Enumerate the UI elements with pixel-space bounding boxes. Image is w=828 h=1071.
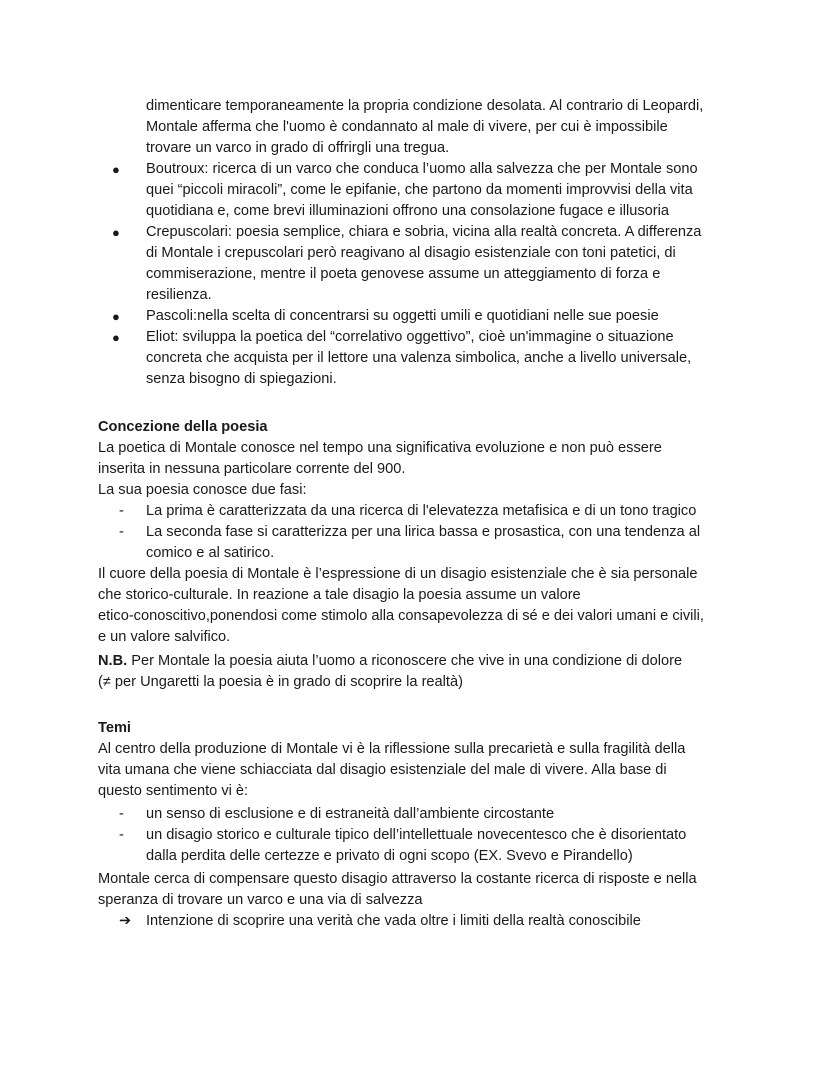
text-line: inserita in nessuna particolare corrente del 900. bbox=[98, 461, 406, 477]
text-line: e un valore salvifico. bbox=[98, 629, 231, 645]
dash-marker: - bbox=[119, 827, 124, 843]
text-line: La sua poesia conosce due fasi: bbox=[98, 482, 307, 498]
text-line: concreta che acquista per il lettore una valenza simbolica, anche a livello universale, bbox=[146, 350, 692, 366]
text-line: dalla perdita delle certezze e privato di ogni scopo (EX. Svevo e Pirandello) bbox=[146, 848, 633, 864]
text-line: etico-conoscitivo,ponendosi come stimolo alla consapevolezza di sé e dei valori umani e civili, bbox=[98, 608, 704, 624]
text-line: questo sentimento vi è: bbox=[98, 783, 249, 799]
text-line: La poetica di Montale conosce nel tempo una significativa evoluzione e non può essere bbox=[98, 440, 662, 456]
dash-item: La seconda fase si caratterizza per una lirica bassa e prosastica, con una tendenza al bbox=[146, 524, 701, 540]
dash-marker: - bbox=[119, 524, 124, 540]
section-heading-concezione: Concezione della poesia bbox=[98, 419, 268, 435]
dash-marker: - bbox=[119, 806, 124, 822]
text-line: resilienza. bbox=[146, 287, 212, 303]
text-line: (≠ per Ungaretti la poesia è in grado di scoprire la realtà) bbox=[98, 674, 463, 690]
bullet-item-boutroux: Boutroux: ricerca di un varco che conduca l’uomo alla salvezza che per Montale sono bbox=[146, 161, 698, 177]
bullet-marker: ● bbox=[112, 330, 120, 345]
text-line: quei “piccoli miracoli”, come le epifanie, che partono da momenti improvvisi della vita bbox=[146, 182, 693, 198]
text-line: Montale afferma che l'uomo è condannato al male di vivere, per cui è impossibile bbox=[146, 119, 668, 135]
bullet-item-crepuscolari: Crepuscolari: poesia semplice, chiara e sobria, vicina alla realtà concreta. A differenza bbox=[146, 224, 702, 240]
bullet-item-pascoli: Pascoli:nella scelta di concentrarsi su oggetti umili e quotidiani nelle sue poesie bbox=[146, 308, 659, 324]
text-line: vita umana che viene schiacciata dal disagio esistenziale del male di vivere. Alla base di bbox=[98, 762, 667, 778]
text-line: di Montale i crepuscolari però reagivano al disagio esistenziale con toni patetici, di bbox=[146, 245, 676, 261]
dash-item: un senso di esclusione e di estraneità dall’ambiente circostante bbox=[146, 806, 555, 822]
text-line: trovare un varco in grado di offrirgli una tregua. bbox=[146, 140, 450, 156]
text-line: quotidiana e, come brevi illuminazioni offrono una consolazione fugace e illusoria bbox=[146, 203, 669, 219]
dash-item: un disagio storico e culturale tipico dell’intellettuale novecentesco che è disorientato bbox=[146, 827, 687, 843]
arrow-icon: ➔ bbox=[119, 913, 132, 929]
text-line: comico e al satirico. bbox=[146, 545, 275, 561]
text-line: dimenticare temporaneamente la propria condizione desolata. Al contrario di Leopardi, bbox=[146, 98, 704, 114]
text-line: senza bisogno di spiegazioni. bbox=[146, 371, 337, 387]
text-line: commiserazione, mentre il poeta genovese assume un atteggiamento di forza e bbox=[146, 266, 661, 282]
bullet-item-eliot: Eliot: sviluppa la poetica del “correlativo oggettivo”, cioè un'immagine o situazione bbox=[146, 329, 674, 345]
text-line: Al centro della produzione di Montale vi è la riflessione sulla precarietà e sulla fragilità della bbox=[98, 741, 686, 757]
arrow-item: Intenzione di scoprire una verità che vada oltre i limiti della realtà conoscibile bbox=[146, 913, 641, 929]
text-line: Montale cerca di compensare questo disagio attraverso la costante ricerca di risposte e nella bbox=[98, 871, 697, 887]
dash-marker: - bbox=[119, 503, 124, 519]
text-line: speranza di trovare un varco e una via di salvezza bbox=[98, 892, 423, 908]
nota-bene-label: N.B. bbox=[98, 653, 128, 669]
nota-bene-text: Per Montale la poesia aiuta l’uomo a riconoscere che vive in una condizione di dolore bbox=[127, 653, 683, 669]
bullet-marker: ● bbox=[112, 162, 120, 177]
bullet-marker: ● bbox=[112, 225, 120, 240]
section-heading-temi: Temi bbox=[98, 720, 131, 736]
dash-item: La prima è caratterizzata da una ricerca di l'elevatezza metafisica e di un tono tragico bbox=[146, 503, 697, 519]
text-line: che storico-culturale. In reazione a tale disagio la poesia assume un valore bbox=[98, 587, 581, 603]
text-line: Il cuore della poesia di Montale è l’espressione di un disagio esistenziale che è sia personale bbox=[98, 566, 698, 582]
bullet-marker: ● bbox=[112, 309, 120, 324]
nota-bene-line bbox=[98, 651, 682, 672]
